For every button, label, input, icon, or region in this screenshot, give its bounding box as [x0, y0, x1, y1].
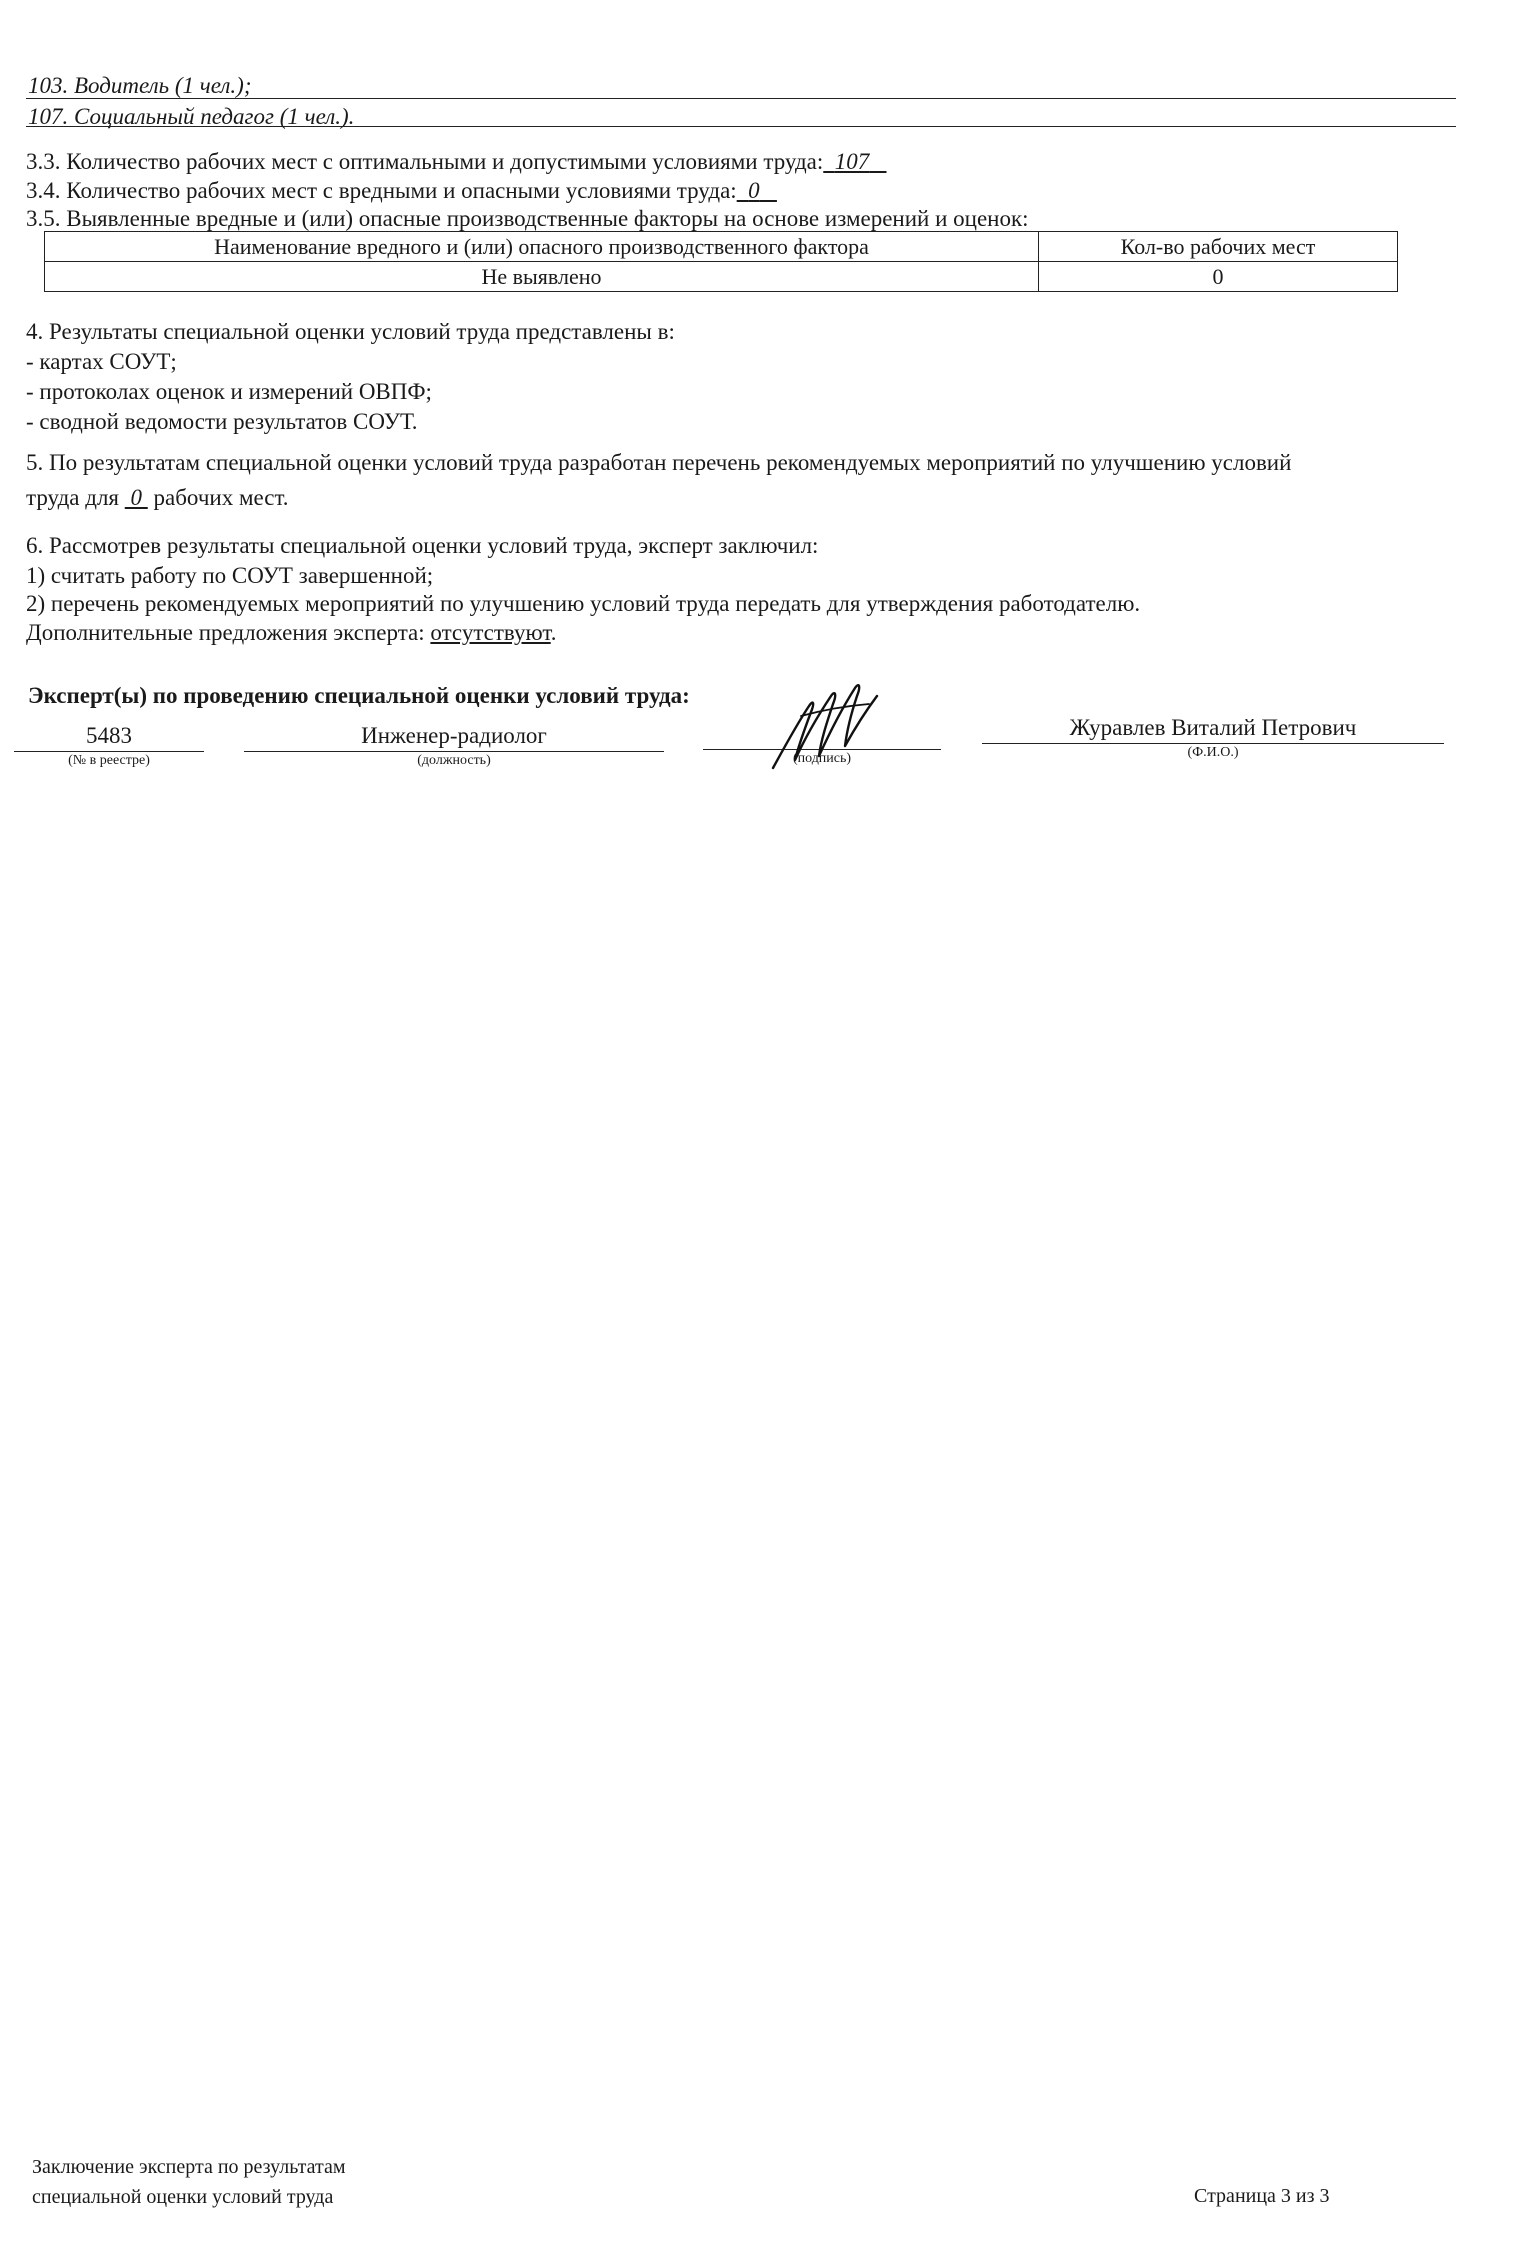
table-header-row	[45, 232, 1398, 262]
table-header-count: Кол-во рабочих мест	[1039, 232, 1398, 262]
expert-full-name: Журавлев Виталий Петрович	[1069, 715, 1357, 740]
rule-line	[244, 751, 664, 752]
caption-registry: (№ в реестре)	[68, 753, 150, 768]
table-cell-count: 0	[1039, 262, 1398, 292]
rule-line	[26, 98, 1456, 99]
worker-line-107: 107. Социальный педагог (1 чел.).	[28, 104, 355, 129]
rule-line	[982, 743, 1444, 744]
section-6-item: 1) считать работу по СОУТ завершенной;	[26, 563, 434, 588]
section-5-line1: 5. По результатам специальной оценки условий труда разработан перечень рекомендуемых мероприятий по улучшению условий	[26, 450, 1292, 475]
section-6-item: 2) перечень рекомендуемых мероприятий по улучшению условий труда передать для утверждения работодателю.	[26, 591, 1141, 616]
footer-document-title: Заключение эксперта по результатам специальной оценки условий труда	[32, 2156, 346, 2208]
rule-line	[14, 751, 204, 752]
section-3-4-label: 3.4. Количество рабочих мест с вредными и опасными условиями труда:	[26, 178, 737, 203]
section-4-item: - картах СОУТ;	[26, 349, 177, 374]
caption-signature: (подпись)	[792, 751, 852, 766]
worker-line-103: 103. Водитель (1 чел.);	[28, 73, 252, 98]
section-3-3-value: 107	[834, 149, 870, 174]
footer-page-number: Страница 3 из 3	[1194, 2185, 1330, 2207]
section-6-extra-value: отсутствуют	[430, 620, 551, 645]
table-row	[45, 262, 1398, 292]
section-5-line2: труда для 0 рабочих мест.	[26, 485, 289, 510]
rule-line	[26, 126, 1456, 127]
caption-position: (должность)	[417, 753, 491, 768]
table-cell-factor: Не выявлено	[45, 262, 1039, 292]
section-3-3-label: 3.3. Количество рабочих мест с оптимальными и допустимыми условиями труда:	[26, 149, 824, 174]
section-3-3	[26, 148, 887, 176]
expert-position: Инженер-радиолог	[361, 723, 547, 748]
section-4-item: - сводной ведомости результатов СОУТ.	[26, 409, 418, 434]
caption-full-name: (Ф.И.О.)	[1187, 745, 1239, 760]
section-5-value: 0	[130, 485, 142, 510]
expert-registry-number: 5483	[86, 723, 132, 748]
factors-table	[44, 231, 1398, 292]
signature-icon	[765, 676, 915, 776]
section-3-4	[26, 177, 777, 205]
section-4-title: 4. Результаты специальной оценки условий труда представлены в:	[26, 319, 675, 344]
section-6-extra: Дополнительные предложения эксперта: отсутствуют.	[26, 620, 557, 645]
table-header-factor: Наименование вредного и (или) опасного производственного фактора	[45, 232, 1039, 262]
section-4-item: - протоколах оценок и измерений ОВПФ;	[26, 379, 432, 404]
section-6-title: 6. Рассмотрев результаты специальной оценки условий труда, эксперт заключил:	[26, 533, 819, 558]
section-3-5-label: 3.5. Выявленные вредные и (или) опасные производственные факторы на основе измерений и оценок:	[26, 206, 1029, 231]
section-3-4-value: 0	[748, 178, 760, 203]
experts-heading: Эксперт(ы) по проведению специальной оценки условий труда:	[28, 683, 690, 708]
